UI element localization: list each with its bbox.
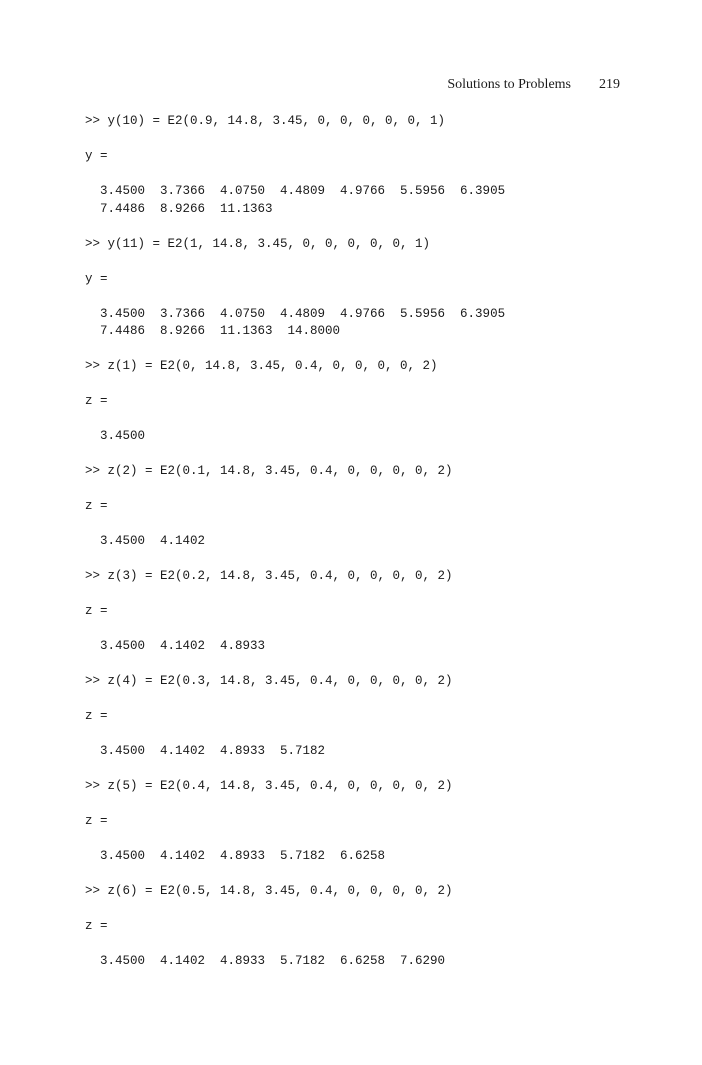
output-variable: z = <box>85 499 108 513</box>
command-block <box>85 358 505 463</box>
output-values-row: 3.4500 4.1402 4.8933 5.7182 <box>100 744 326 758</box>
blank-line <box>85 901 505 919</box>
output-variable: z = <box>85 709 108 723</box>
command-line: >> y(10) = E2(0.9, 14.8, 3.45, 0, 0, 0, 0, 0, 1) <box>85 114 446 128</box>
blank-line <box>85 656 505 674</box>
blank-line <box>85 621 505 639</box>
output-variable: z = <box>85 919 108 933</box>
command-block <box>85 568 505 673</box>
blank-line <box>85 218 505 236</box>
output-values-row: 3.4500 <box>100 429 146 443</box>
blank-line <box>85 796 505 814</box>
blank-line <box>85 481 505 499</box>
blank-line <box>85 936 505 954</box>
command-line: >> z(3) = E2(0.2, 14.8, 3.45, 0.4, 0, 0, 0, 0, 2) <box>85 569 453 583</box>
blank-line <box>85 691 505 709</box>
command-line: >> y(11) = E2(1, 14.8, 3.45, 0, 0, 0, 0, 0, 1) <box>85 236 431 251</box>
command-block <box>85 673 505 778</box>
blank-line <box>85 516 505 534</box>
blank-line <box>85 131 505 149</box>
blank-line <box>85 586 505 604</box>
command-line: >> z(1) = E2(0, 14.8, 3.45, 0.4, 0, 0, 0, 0, 2) <box>85 359 438 373</box>
command-line: >> z(6) = E2(0.5, 14.8, 3.45, 0.4, 0, 0, 0, 0, 2) <box>85 884 453 898</box>
output-values-row: 3.4500 4.1402 4.8933 5.7182 6.6258 7.6290 <box>100 954 446 968</box>
output-values-row: 3.4500 4.1402 <box>100 534 206 548</box>
command-block <box>85 883 505 971</box>
blank-line <box>85 551 505 569</box>
blank-line <box>85 166 505 184</box>
command-block <box>85 113 505 236</box>
page-number: 219 <box>599 77 620 92</box>
blank-line <box>85 376 505 394</box>
matlab-session-listing <box>85 113 505 971</box>
command-block <box>85 778 505 883</box>
blank-line <box>85 411 505 429</box>
command-block <box>85 236 505 359</box>
blank-line <box>85 761 505 779</box>
blank-line <box>85 866 505 884</box>
blank-line <box>85 288 505 306</box>
blank-line <box>85 341 505 359</box>
output-values-row: 3.4500 3.7366 4.0750 4.4809 4.9766 5.5956 6.3905 <box>100 184 506 198</box>
blank-line <box>85 726 505 744</box>
command-block <box>85 463 505 568</box>
output-values-row: 7.4486 8.9266 11.1363 14.8000 <box>100 324 341 338</box>
output-variable: y = <box>85 271 108 286</box>
command-line: >> z(2) = E2(0.1, 14.8, 3.45, 0.4, 0, 0, 0, 0, 2) <box>85 464 453 478</box>
output-values-row: 3.4500 4.1402 4.8933 5.7182 6.6258 <box>100 849 386 863</box>
command-line: >> z(5) = E2(0.4, 14.8, 3.45, 0.4, 0, 0, 0, 0, 2) <box>85 779 453 793</box>
blank-line <box>85 831 505 849</box>
running-title: Solutions to Problems <box>447 77 571 92</box>
output-variable: y = <box>85 149 108 163</box>
output-values-row: 7.4486 8.9266 11.1363 <box>100 201 273 216</box>
output-variable: z = <box>85 604 108 618</box>
output-values-row: 3.4500 3.7366 4.0750 4.4809 4.9766 5.5956 6.3905 <box>100 306 506 321</box>
command-line: >> z(4) = E2(0.3, 14.8, 3.45, 0.4, 0, 0, 0, 0, 2) <box>85 674 453 688</box>
blank-line <box>85 446 505 464</box>
output-values-row: 3.4500 4.1402 4.8933 <box>100 639 266 653</box>
output-variable: z = <box>85 814 108 828</box>
output-variable: z = <box>85 394 108 408</box>
running-header <box>447 77 620 93</box>
blank-line <box>85 253 505 271</box>
